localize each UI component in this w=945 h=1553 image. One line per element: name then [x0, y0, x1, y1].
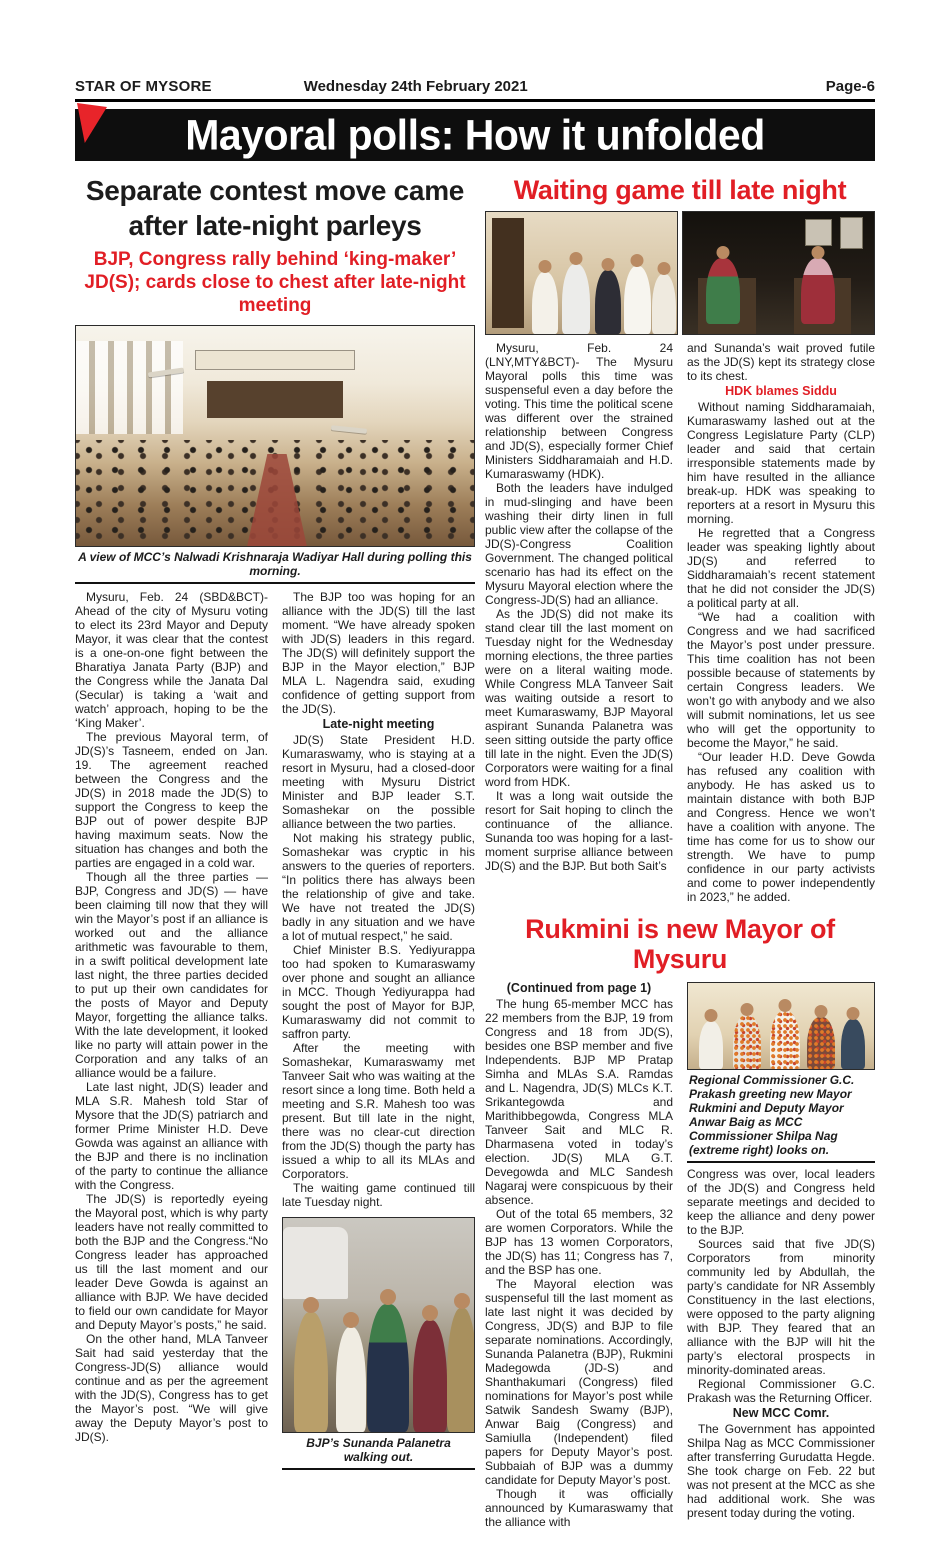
paragraph: Out of the total 65 members, 32 are women Corporators. While the BJP has 13 women Corporators, the JD(S) has 11; Congress has 7, and the BSP has one.: [485, 1207, 673, 1277]
rukmini-figure: [687, 982, 875, 1163]
sunanda-figure: [282, 1217, 475, 1470]
paragraph: As the JD(S) did not make its stand clear till the last moment on Tuesday night for the Wednesday morning elections, the three parties were on a literal waiting mode. While Congress MLA Tanveer Sait was waiting outside a resort to meet Kumaraswamy, BJP Mayoral aspirant Sunanda Palanetra was seen sitting outside the party office till late in the night. Even the JD(S) Corporators were waiting for a final word from HDK.: [485, 607, 673, 789]
photo-shape: [841, 1019, 865, 1069]
paragraph: JD(S) State President H.D. Kumaraswamy, who is staying at a resort in Mysuru, had a closed-door meeting with Mysuru District Minister and BJP leader S.T. Somashekar on the possible alliance between the two parties.: [282, 733, 475, 831]
photo-shape: [492, 218, 524, 328]
paragraph: Sources said that five JD(S) Corporators from minority community led by Abdullah, the party’s candidate for NR Assembly Constituency in the last elections, were opposed to the party aligning with BJP. They feared that an alliance with the BJP will hit the party’s electoral prospects in minority-dominated areas.: [687, 1237, 875, 1377]
caption-rule: [282, 1468, 475, 1470]
hall-figure: [75, 325, 475, 584]
article-column: [485, 341, 673, 904]
paragraph: The Government has appointed Shilpa Nag as MCC Commissioner after transferring Gurudatta Hegde. She took charge on Feb. 22 but was not present at the MCC as she had additional work. She was present today during the voting.: [687, 1422, 875, 1520]
paragraph: Mysuru, Feb. 24 (LNY,MTY&BCT)- The Mysuru Mayoral polls this time was suspenseful even a day before the voting. This time the political scene was different over the strained relationship between Congress and JD(S), especially former Chief Ministers Siddharamaiah and H.D. Kumaraswamy (HDK).: [485, 341, 673, 481]
rukmini-photo-caption: Regional Commissioner G.C. Prakash greeting new Mayor Rukmini and Deputy Mayor Anwar Baig as MCC Commissioner Shilpa Nag (extreme right) looks on.: [689, 1073, 855, 1157]
paragraph-group: [687, 1237, 875, 1405]
leaders-meeting-photo: [485, 211, 678, 335]
photo-shape: [283, 1227, 348, 1300]
red-flag-icon: [77, 103, 107, 143]
photo-shape: [807, 1017, 835, 1069]
paragraph: Though all the three parties — BJP, Congress and JD(S) — have been claiming till now that they will win the Mayor’s post if an alliance is worked out and the alliance arithmetic was favourable to them, in a swift political development late last night, the three parties decided to put up their own candidates for the posts of Mayor and Deputy Mayor, forgetting the alliance talks. With the late development, it looked like no party will attain power in the Corporation and any talks of an alliance would be a failure.: [75, 870, 268, 1080]
paragraph: Mysuru, Feb. 24 (SBD&BCT)- Ahead of the city of Mysuru voting to elect its 23rd Mayor and Deputy Mayor, it was clear that the contest is a one-on-one fight between the Bharatiya Janata Party (BJP) and the Congress while the Janata Dal (Secular) is taking a ‘wait and watch’ approach, hoping to be the ‘King Maker’.: [75, 590, 268, 730]
paragraph: Late last night, JD(S) leader and MLA S.R. Mahesh told Star of Mysore that the JD(S) patriarch and former Prime Minister H.D. Deve Gowda was against an alliance with the BJP and there is no inclination of the party to continue the alliance with the Congress.: [75, 1080, 268, 1192]
page-header: [75, 78, 875, 102]
left-article: [75, 169, 475, 1529]
paragraph: The previous Mayoral term, of JD(S)’s Tasneem, ended on Jan. 19. The agreement reached between the Congress and the JD(S) in 2018 made the JD(S) to support the Congress to keep the BJP out of power despite BJP having maximum seats. Now the situation has changes and both the parties are engaged in a cold war.: [75, 730, 268, 870]
paragraph: After the meeting with Somashekar, Kumaraswamy met Tanveer Sait who was waiting at the resort since a long time. Both held a meeting and S.R. Mahesh too was present. But till late in the night, there was no clear-cut direction from the JD(S) though the party has issued a whip to all its MLAs and Corporators.: [282, 1041, 475, 1181]
continued-note: (Continued from page 1): [506, 981, 652, 995]
paragraph: Though it was officially announced by Kumaraswamy that the alliance with: [485, 1487, 673, 1529]
photo-shape: [76, 341, 183, 433]
banner: [75, 109, 875, 161]
right-section: [485, 169, 875, 1529]
paragraph: Without naming Siddharamaiah, Kumaraswamy lashed out at the Congress Legislature Party (CLP) leader and said that certain irresponsible statements made by him have resulted in the alliance break-up. HDK was speaking to reporters at a resort in Mysuru this morning.: [687, 400, 875, 526]
hall-photo-caption: A view of MCC’s Nalwadi Krishnaraja Wadiyar Hall during polling this morning.: [78, 550, 472, 578]
article-column: [687, 341, 875, 904]
paragraph-group: [687, 400, 875, 904]
paragraph-group: [687, 1422, 875, 1520]
paragraph: The BJP too was hoping for an alliance with the JD(S) till the last moment. “We have already spoken with JD(S) leaders in this regard. The JD(S) will definitely support the BJP in the Mayor election,” BJP MLA L. Nagendra said, exuding confidence of getting support from the JD(S).: [282, 590, 475, 716]
column-subhead: HDK blames Siddu: [725, 384, 837, 398]
page-content: [75, 169, 875, 1529]
paragraph: “Our leader H.D. Deve Gowda has refused any coalition with anybody. He has asked us to maintain distance with both BJP and Congress. Hence we won’t have a coalition with anyone. The time has come for us to show our strength. We have to pump confidence in our party activists and come to power independently in 2023,” he added.: [687, 750, 875, 904]
paragraph-group: [485, 997, 673, 1529]
caption-rule: [687, 1161, 875, 1163]
photo-shape: [801, 258, 835, 324]
masthead: STAR OF MYSORE: [75, 78, 212, 95]
photo-shape: [532, 272, 558, 334]
photo-shape: [294, 1312, 328, 1432]
paragraph: The waiting game continued till late Tuesday night.: [282, 1181, 475, 1209]
sunanda-photo: [282, 1217, 475, 1433]
paragraph: The Mayoral election was suspenseful till the last moment as late last night it was decided by Congress, JD(S) and BJP to file separate nominations. Accordingly, Sunanda Palanetra (BJP), Rukmini Madegowda (JD-S) and Shanthakumari (Congress) filed nominations for Mayor’s post while Satwik Sandesh Swamy (BJP), Anwar Baig (Congress) and Samiulla (Independent) filed papers for Deputy Mayor’s post. Subbaiah of BJP was a dummy candidate for Deputy Mayor’s post.: [485, 1277, 673, 1487]
photo-shape: [595, 270, 621, 334]
waiting-women-photo: [682, 211, 875, 335]
paragraph: Both the leaders have indulged in mud-slinging and have been washing their dirty linen in full public view after the collapse of the JD(S)-Congress Coalition Government. The changed political scenario has had its effect on the Mysuru Mayoral election where the Congress-JD(S) had an alliance.: [485, 481, 673, 607]
paragraph: The JD(S) is reportedly eyeing the Mayoral post, which is why party leaders have not really committed to both the BJP and the Congress.“No Congress leader has approached us till the last moment and our leader Deve Gowda is against an alliance with BJP. We have decided to field our own candidate for Mayor and Deputy Mayor’s posts,” he said.: [75, 1192, 268, 1332]
hall-photo: [75, 325, 475, 547]
waiting-photos-row: [485, 211, 875, 335]
photo-shape: [207, 381, 342, 418]
rukmini-columns: [485, 980, 875, 1529]
photo-shape: [367, 1304, 409, 1432]
paragraph-group: [282, 590, 475, 716]
paragraph: “We had a coalition with Congress and we had sacrificed the Mayor’s post under pressure. This time coalition has not been possible because of statements by certain Congress leaders. We won’t go with anybody and we also will submit nominations, let us see who will get the opportunity to become the Mayor,” he said.: [687, 610, 875, 750]
photo-shape: [805, 219, 832, 246]
photo-shape: [562, 264, 590, 334]
paragraph: and Sunanda’s wait proved futile as the JD(S) kept its strategy close to its chest.: [687, 341, 875, 383]
paragraph: Chief Minister B.S. Yediyurappa too had spoken to Kumaraswamy over phone and sought an alliance in MCC. Though Yediyurappa had sought the post of Mayor for BJP, Kumaraswamy did not commit to saffron party.: [282, 943, 475, 1041]
article-column: [75, 590, 268, 1474]
paragraph: On the other hand, MLA Tanveer Sait had said yesterday that the Congress-JD(S) alliance would continue and as per the agreement with the JD(S), Congress has to get the Mayor’s post. “We will give away the Deputy Mayor’s post to JD(S).: [75, 1332, 268, 1444]
rukmini-photo: [687, 982, 875, 1070]
photo-shape: [652, 274, 676, 334]
banner-title: Mayoral polls: How it unfolded: [185, 110, 765, 159]
page-number: Page-6: [825, 78, 875, 95]
caption-rule: [75, 582, 475, 584]
column-subhead: Late-night meeting: [322, 717, 435, 731]
left-article-columns: [75, 590, 475, 1474]
photo-shape: [195, 350, 354, 370]
issue-date: Wednesday 24th February 2021: [303, 78, 528, 95]
rukmini-headline: Rukmini is new Mayor of Mysuru: [525, 914, 835, 974]
article-column: [687, 980, 875, 1529]
photo-shape: [733, 1015, 761, 1069]
article-column: [282, 590, 475, 1474]
column-subhead: New MCC Comr.: [732, 1406, 830, 1420]
paragraph: The hung 65-member MCC has 22 members from the BJP, 19 from Congress and 18 from JD(S), besides one BSP member and five Independents. BJP MP Pratap Simha and MLAs S.A. Ramdas and L. Nagendra, JD(S) MLCs K.T. Srikantegowda and Marithibbegowda, Congress MLA Tanveer Sait and MLC R. Dharmasena voted in today’s election. JD(S) MLA G.T. Devegowda and MLC Sandesh Nagaraj were conspicuous by their absence.: [485, 997, 673, 1207]
photo-shape: [447, 1308, 475, 1432]
paragraph: It was a long wait outside the resort for Sait hoping to clinch the continuance of the alliance. Sunanda too was hoping for a last-moment surprise alliance between JD(S) and the BJP. But both Sait’s: [485, 789, 673, 873]
photo-shape: [699, 1021, 723, 1069]
left-article-headline: Separate contest move came after late-night parleys: [85, 175, 465, 241]
paragraph: Regional Commissioner G.C. Prakash was the Returning Officer.: [687, 1377, 875, 1405]
photo-shape: [336, 1327, 366, 1432]
paragraph-group: [282, 733, 475, 1209]
paragraph: Not making his strategy public, Somashekar was cryptic in his answers to the queries of reporters. “In politics there has always been the relationship of give and take. We have not treated the JD(S) badly in any situation and we have a lot of mutual respect,” he said.: [282, 831, 475, 943]
left-article-subhead: BJP, Congress rally behind ‘king-maker’ JD(S); cards close to chest after late-night meeting: [84, 249, 466, 316]
sunanda-photo-caption: BJP’s Sunanda Palanetra walking out.: [306, 1436, 451, 1464]
article-column: [485, 980, 673, 1529]
photo-shape: [770, 1011, 800, 1069]
photo-shape: [331, 425, 367, 434]
photo-shape: [706, 258, 740, 324]
paragraph: He regretted that a Congress leader was speaking lightly about JD(S) and referred to Siddharamaiah’s recent statement that he did not consider the JD(S) a political party at all.: [687, 526, 875, 610]
photo-shape: [624, 266, 651, 334]
photo-shape: [840, 217, 863, 249]
waiting-columns: [485, 341, 875, 904]
waiting-headline: Waiting game till late night: [513, 175, 847, 205]
paragraph: Congress was over, local leaders of the JD(S) and Congress held separate meetings and decided to keep the alliance and deny power to the BJP.: [687, 1167, 875, 1237]
